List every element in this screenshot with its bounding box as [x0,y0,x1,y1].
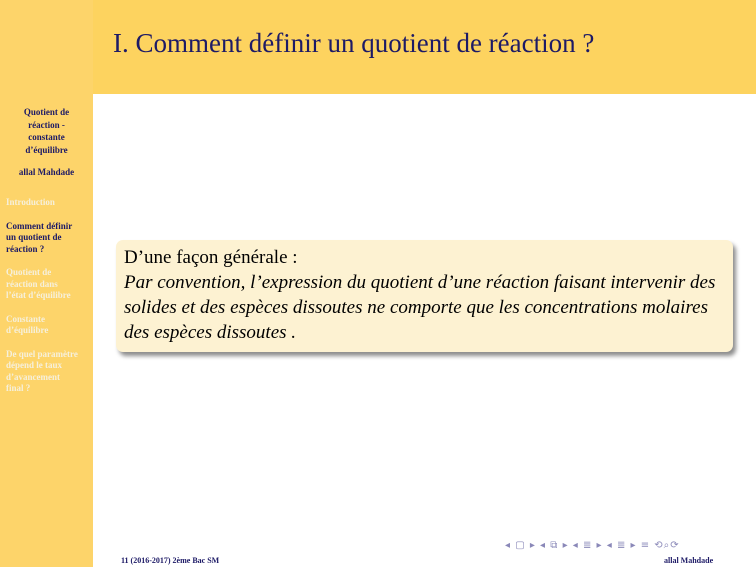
footer-left: 11 (2016-2017) 2ème Bac SM [121,556,220,565]
sidebar-nav [6,197,92,395]
nav-subsection-arrows[interactable]: ◂ ≣ ▸ [572,540,603,551]
nav-item-parametre[interactable]: De quel paramètre dépend le taux d’avancement final ? [6,348,78,393]
sidebar-presentation-title: Quotient de réaction - constante d’équilibre [23,107,70,155]
nav-item-introduction[interactable]: Introduction [6,197,55,207]
definition-block [116,240,733,352]
nav-section-arrows[interactable]: ◂ ≣ ▸ [606,540,637,551]
nav-align-icon[interactable]: ≡ [640,540,651,551]
nav-item-comment-definir[interactable]: Comment définir un quotient de réaction ? [6,220,73,254]
block-title: D’une façon générale : [124,247,298,268]
nav-slide-arrows[interactable]: ◂ ▢ ▸ [505,540,536,551]
nav-frame-arrows[interactable]: ◂ ⧉ ▸ [540,540,569,551]
slide-title: I. Comment définir un quotient de réaction ? [113,28,595,58]
beamer-navigation-symbols [505,540,680,551]
block-body: Par convention, l’expression du quotient d’une réaction faisant intervenir des solides et des espèces dissoutes ne comporte que les concentrations molaires des espèces dissoutes . [124,272,716,343]
nav-item-quotient-equilibre[interactable]: Quotient de réaction dans l’état d’équilibre [6,267,71,300]
sidebar-author: allal Mahdade [18,167,75,177]
footer-author: allal Mahdade [664,556,714,565]
nav-item-constante[interactable]: Constante d’équilibre [6,313,49,335]
nav-zoom-icon[interactable]: ⟲⌕⟳ [654,540,680,551]
